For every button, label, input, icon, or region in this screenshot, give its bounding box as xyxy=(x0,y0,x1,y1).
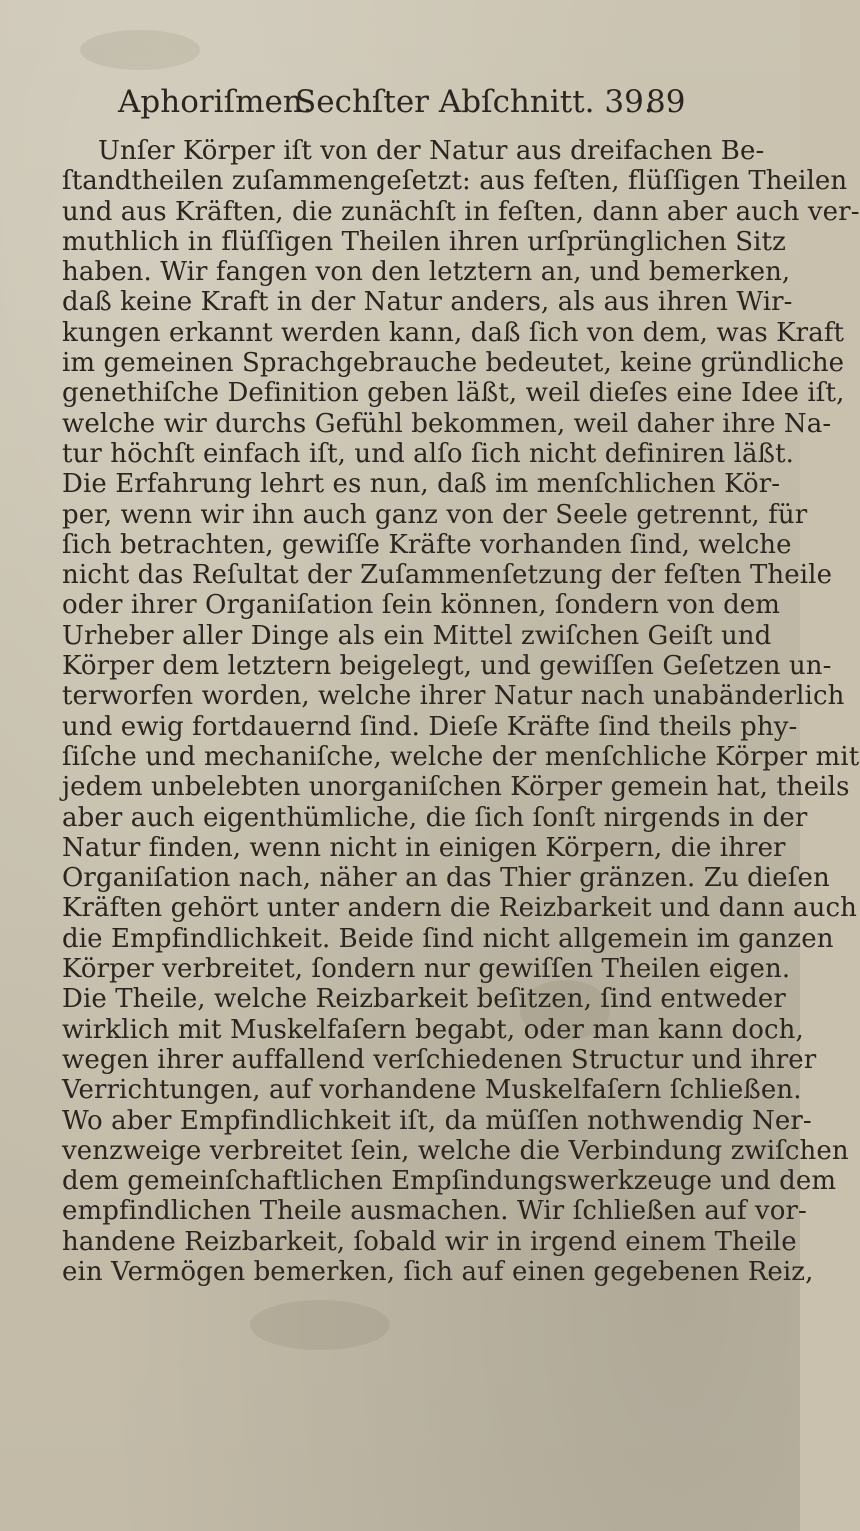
text-line: Organiſation nach, näher an das Thier gränzen. Zu dieſen xyxy=(62,863,830,894)
running-title: Aphoriſmen. xyxy=(118,84,313,120)
text-line: muthlich in flüſſigen Theilen ihren urſprünglichen Sitz xyxy=(62,226,786,257)
text-line: und ewig fortdauernd ſind. Dieſe Kräfte ſind theils phy- xyxy=(62,711,798,742)
text-line: wegen ihrer auffallend verſchiedenen Structur und ihrer xyxy=(62,1044,817,1075)
paper-stain xyxy=(80,30,200,70)
text-line: ſiſche und mechaniſche, welche der menſchliche Körper mit xyxy=(62,741,860,772)
text-line: Die Theile, welche Reizbarkeit beſitzen, ſind entweder xyxy=(62,984,786,1015)
text-line: haben. Wir fangen von den letztern an, und bemerken, xyxy=(62,257,791,288)
text-line: welche wir durchs Gefühl bekommen, weil daher ihre Na- xyxy=(62,408,832,439)
text-line: daß keine Kraft in der Natur anders, als aus ihren Wir- xyxy=(62,287,793,318)
text-line: tur höchſt einfach iſt, und alſo ſich nicht definiren läßt. xyxy=(62,438,794,469)
text-line: handene Reizbarkeit, ſobald wir in irgend einem Theile xyxy=(62,1226,797,1257)
section-title: Sechſter Abſchnitt. 39. xyxy=(295,84,654,120)
text-line: wirklich mit Muskelfaſern begabt, oder man kann doch, xyxy=(62,1014,804,1045)
text-line: empfindlichen Theile ausmachen. Wir ſchließen auf vor- xyxy=(62,1196,807,1227)
text-line: Die Erfahrung lehrt es nun, daß im menſchlichen Kör- xyxy=(62,469,781,500)
page-header xyxy=(118,80,708,124)
page-number: 89 xyxy=(646,84,686,120)
text-line: Unſer Körper iſt von der Natur aus dreifachen Be- xyxy=(98,136,765,166)
text-line: im gemeinen Sprachgebrauche bedeutet, keine gründliche xyxy=(62,348,845,379)
text-line: dem gemeinſchaftlichen Empſindungswerkzeuge und dem xyxy=(62,1166,837,1197)
text-line: Wo aber Empfindlichkeit iſt, da müſſen nothwendig Ner- xyxy=(62,1105,812,1136)
text-line: terworfen worden, welche ihrer Natur nach unabänderlich xyxy=(62,681,845,712)
text-line: die Empfindlichkeit. Beide ſind nicht allgemein im ganzen xyxy=(62,923,834,954)
text-line: kungen erkannt werden kann, daß ſich von dem, was Kraft xyxy=(62,317,845,348)
text-line: Körper dem letztern beigelegt, und gewiſſen Geſetzen un- xyxy=(62,651,832,682)
text-line: ſich betrachten, gewiſſe Kräfte vorhanden ſind, welche xyxy=(62,529,792,560)
text-line: genethiſche Definition geben läßt, weil dieſes eine Idee iſt, xyxy=(62,378,845,409)
text-line: ein Vermögen bemerken, ſich auf einen gegebenen Reiz, xyxy=(62,1256,814,1287)
text-line: per, wenn wir ihn auch ganz von der Seele getrennt, für xyxy=(62,499,808,530)
text-line: nicht das Reſultat der Zuſammenſetzung der feſten Theile xyxy=(62,560,833,591)
text-line: Natur finden, wenn nicht in einigen Körpern, die ihrer xyxy=(62,832,786,863)
text-line: jedem unbelebten unorganiſchen Körper gemein hat, theils xyxy=(62,772,850,803)
text-line: Körper verbreitet, ſondern nur gewiſſen Theilen eigen. xyxy=(62,954,791,985)
text-line: oder ihrer Organiſation ſein können, ſondern von dem xyxy=(62,590,781,621)
paper-stain xyxy=(250,1300,390,1350)
text-line: ſtandtheilen zuſammengeſetzt: aus feſten, flüſſigen Theilen xyxy=(62,166,848,197)
body-text xyxy=(62,136,860,1287)
text-line: Verrichtungen, auf vorhandene Muskelfaſern ſchließen. xyxy=(62,1075,802,1106)
text-line: Kräften gehört unter andern die Reizbarkeit und dann auch xyxy=(62,893,858,924)
text-line: venzweige verbreitet ſein, welche die Verbindung zwiſchen xyxy=(62,1135,849,1166)
text-line: aber auch eigenthümliche, die ſich ſonſt nirgends in der xyxy=(62,802,808,833)
text-line: und aus Kräften, die zunächſt in feſten, dann aber auch ver- xyxy=(62,196,860,227)
text-line: Urheber aller Dinge als ein Mittel zwiſchen Geiſt und xyxy=(62,620,772,651)
